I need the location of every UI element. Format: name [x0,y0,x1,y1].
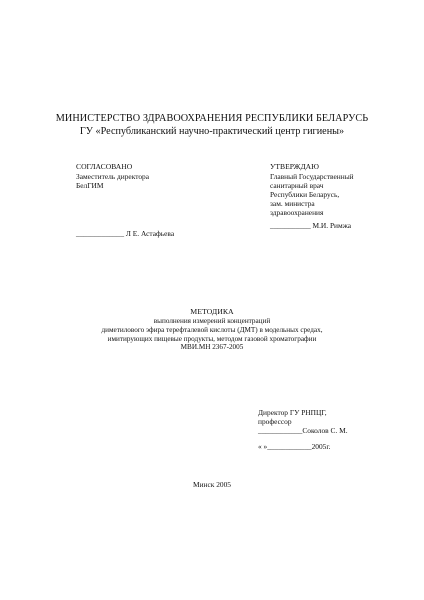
agreed-signature-line: _____________ Л Е. Астафьева [76,229,175,238]
method-description-line-3: имитирующих пищевые продукты, методом газовой хроматографии [107,335,317,343]
approved-signature-line: ___________ М.И. Римжа [270,221,352,230]
method-title: МЕТОДИКА [190,307,234,316]
agreed-position: Заместитель директора [76,172,149,181]
approved-title: УТВЕРЖДАЮ [270,162,319,171]
agreed-organization: БелГИМ [76,181,104,190]
approved-position-line-2: санитарный врач [270,181,324,190]
agreed-title: СОГЛАСОВАНО [76,162,133,171]
director-position: Директор ГУ РНПЦГ, [258,408,327,417]
director-signature-line: ____________Соколов С. М. [258,426,348,435]
method-description-line-2: диметилового эфира терефталевой кислоты (ДМТ) в модельных средах, [101,326,323,334]
approved-position-line-1: Главный Государственный [270,172,354,181]
approved-position-line-4: зам. министра [270,199,315,208]
approved-position-line-5: здравоохранения [270,208,324,217]
director-date-line: « »____________2005г. [258,442,331,451]
ministry-name: МИНИСТЕРСТВО ЗДРАВООХРАНЕНИЯ РЕСПУБЛИКИ БЕЛАРУСЬ [55,113,369,124]
method-description-line-1: выполнения измерений концентраций [153,317,271,325]
city-year: Минск 2005 [193,480,231,489]
method-code: МВИ.МН 2367-2005 [180,343,244,351]
approved-position-line-3: Республики Беларусь, [270,190,340,199]
institution-name: ГУ «Республиканский научно-практический центр гигиены» [79,126,345,137]
director-title: профессор [258,417,292,426]
